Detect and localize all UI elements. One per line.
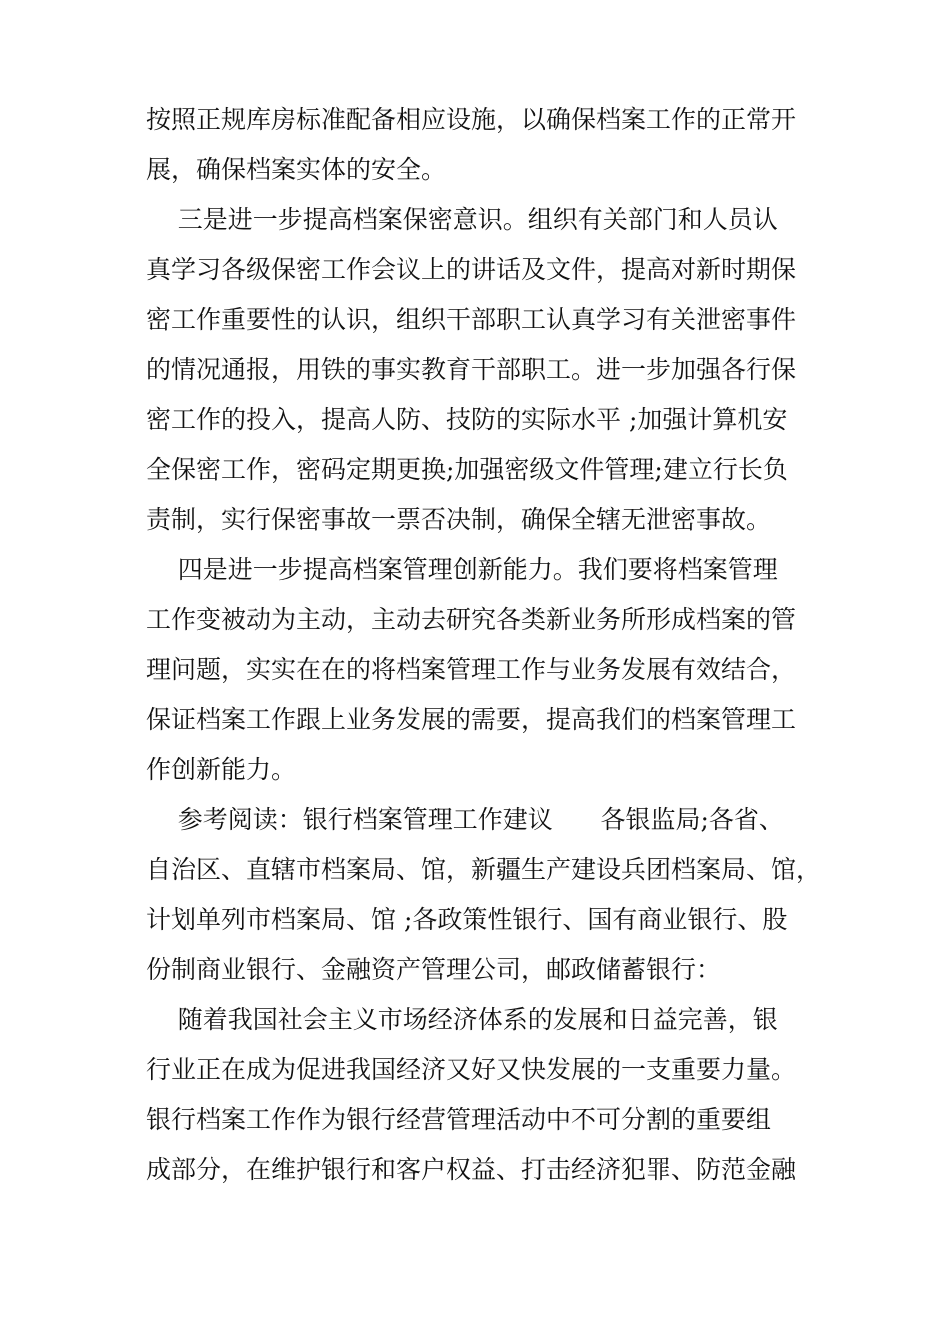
text-line: 三是进一步提高档案保密意识。组织有关部门和人员认: [146, 205, 778, 234]
text-line: 成部分，在维护银行和客户权益、打击经济犯罪、防范金融: [146, 1155, 797, 1184]
text-line: 理问题，实实在在的将档案管理工作与业务发展有效结合，: [146, 655, 797, 684]
text-line: 自治区、直辖市档案局、馆，新疆生产建设兵团档案局、馆，: [146, 855, 822, 884]
text-line: 银行档案工作作为银行经营管理活动中不可分割的重要组: [146, 1105, 772, 1134]
text-line: 全保密工作，密码定期更换;加强密级文件管理;建立行长负: [146, 455, 788, 484]
text-line: 参考阅读：银行档案管理工作建议 各银监局;各省、: [146, 805, 784, 834]
text-line: 责制，实行保密事故一票否决制，确保全辖无泄密事故。: [146, 505, 772, 534]
text-line: 计划单列市档案局、馆 ;各政策性银行、国有商业银行、股: [146, 905, 788, 934]
text-line: 作创新能力。: [146, 755, 297, 784]
text-line: 真学习各级保密工作会议上的讲话及文件，提高对新时期保: [146, 255, 797, 284]
text-line: 按照正规库房标准配备相应设施，以确保档案工作的正常开: [146, 105, 797, 134]
text-line: 密工作重要性的认识，组织干部职工认真学习有关泄密事件: [146, 305, 797, 334]
text-line: 的情况通报，用铁的事实教育干部职工。进一步加强各行保: [146, 355, 797, 384]
text-line: 份制商业银行、金融资产管理公司，邮政储蓄银行：: [146, 955, 722, 984]
text-line: 工作变被动为主动，主动去研究各类新业务所形成档案的管: [146, 605, 797, 634]
text-line: 随着我国社会主义市场经济体系的发展和日益完善，银: [146, 1005, 778, 1034]
text-line: 行业正在成为促进我国经济又好又快发展的一支重要力量。: [146, 1055, 797, 1084]
text-line: 四是进一步提高档案管理创新能力。我们要将档案管理: [146, 555, 778, 584]
text-line: 保证档案工作跟上业务发展的需要，提高我们的档案管理工: [146, 705, 797, 734]
text-line: 展，确保档案实体的安全。: [146, 155, 447, 184]
text-line: 密工作的投入，提高人防、技防的实际水平 ;加强计算机安: [146, 405, 788, 434]
